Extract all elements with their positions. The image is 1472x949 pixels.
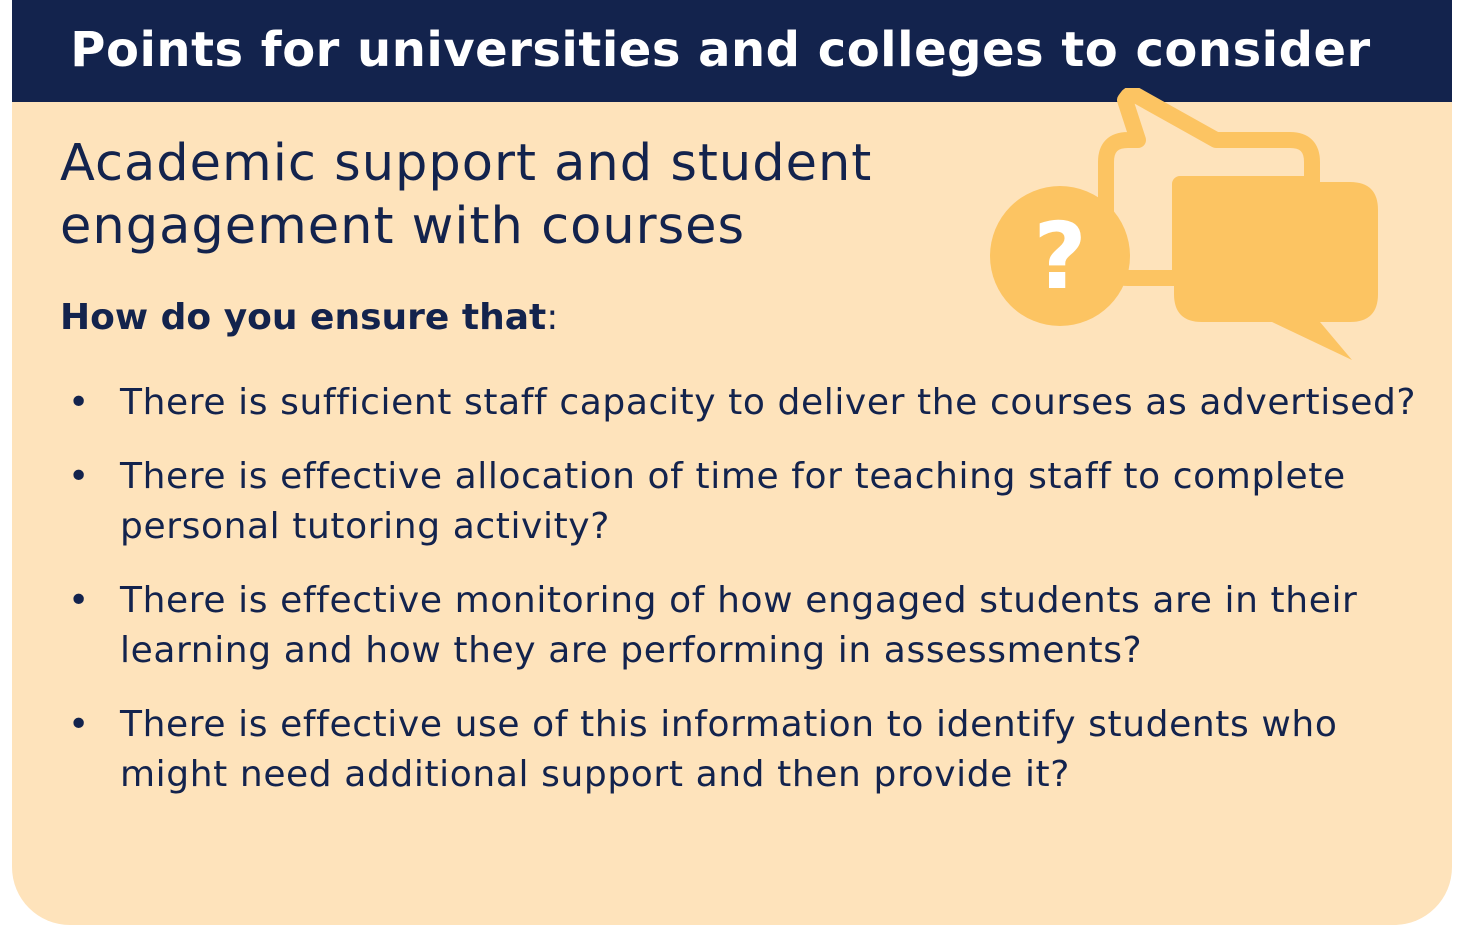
filled-bubble-shape [1174, 182, 1378, 360]
prompt-suffix: : [546, 297, 559, 338]
question-mark-glyph: ? [1033, 203, 1087, 310]
speech-bubbles-question-icon [980, 88, 1380, 378]
bullet-text: There is effective use of this information to identify students who might need additional support and then provide it? [120, 704, 1338, 795]
bullet-text: There is effective monitoring of how engaged students are in their learning and how they are performing in assessments? [120, 580, 1358, 671]
bullet-dot: • [68, 580, 90, 621]
prompt-strong: How do you ensure that [60, 297, 547, 338]
bullet-text: There is sufficient staff capacity to deliver the courses as advertised? [120, 382, 1417, 423]
bullet-item [60, 576, 1430, 676]
bullet-item [60, 378, 1430, 428]
bullet-text: There is effective allocation of time for teaching staff to complete personal tutoring activity? [120, 456, 1346, 547]
bullet-item [60, 452, 1430, 552]
bullet-dot: • [68, 456, 90, 497]
bullet-dot: • [68, 382, 90, 423]
bullet-list [60, 378, 1430, 824]
header-bar [12, 0, 1452, 102]
prompt-text [60, 294, 558, 342]
bullet-dot: • [68, 704, 90, 745]
section-title: Academic support and student engagement with courses [60, 134, 873, 256]
header-title: Points for universities and colleges to consider [70, 22, 1371, 78]
bullet-item [60, 700, 1430, 800]
info-card [12, 0, 1452, 925]
